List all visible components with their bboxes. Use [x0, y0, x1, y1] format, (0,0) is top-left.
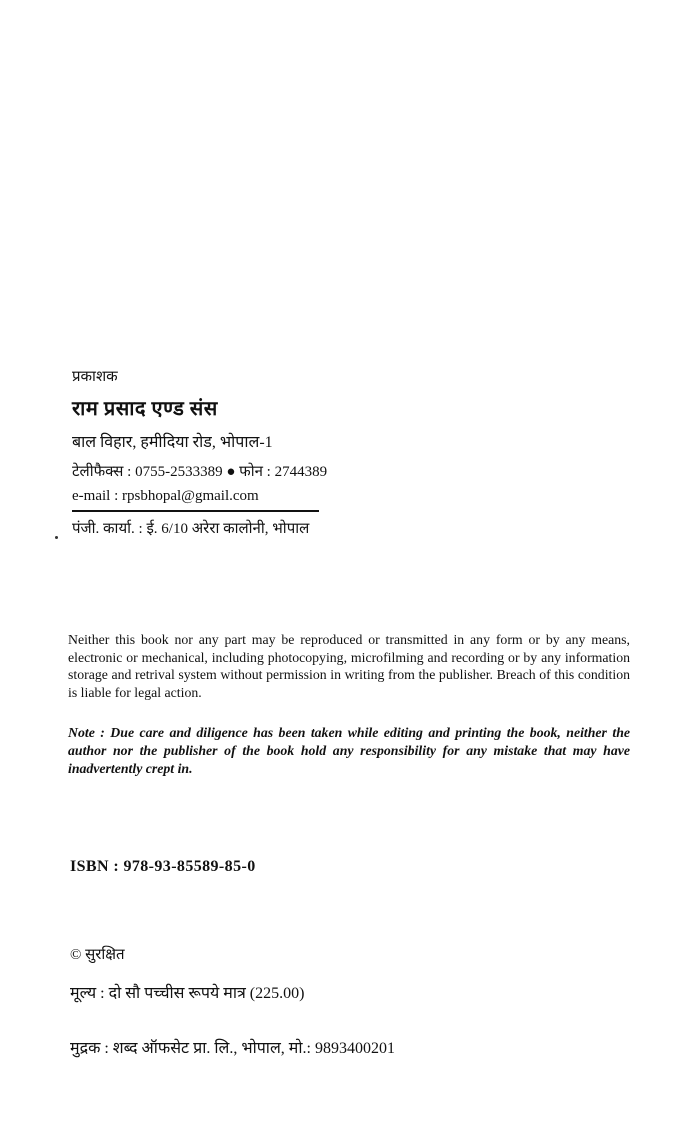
isbn-line: ISBN : 978-93-85589-85-0: [70, 858, 256, 875]
publisher-label: प्रकाशक: [72, 369, 118, 385]
publisher-address: बाल विहार, हमीदिया रोड, भोपाल-1: [72, 434, 273, 451]
publisher-telefax-phone: टेलीफैक्स : 0755-2533389 ● फोन : 2744389: [72, 464, 328, 480]
publisher-block: [72, 366, 492, 538]
disclaimer-note-paragraph: Note : Due care and diligence has been taken while editing and printing the book, neither the author nor the publisher of the book hold any responsibility for any mistake that may have inadvertently crept in.: [68, 725, 630, 777]
rights-reserved-line: © सुरक्षित: [70, 947, 125, 963]
copyright-notice-paragraph: Neither this book nor any part may be reproduced or transmitted in any form or by any means, electronic or mechanical, including photocopying, microfilming and recording or by any information storage and retrival system without permission in writing from the publisher. Breach of this condition is liable for legal action.: [68, 632, 630, 700]
printer-line: मुद्रक : शब्द ऑफसेट प्रा. लि., भोपाल, मो.: 9893400201: [70, 1040, 395, 1057]
publisher-email: e-mail : rpsbhopal@gmail.com: [72, 488, 319, 512]
scan-artifact-dot: [55, 536, 58, 539]
publisher-name: राम प्रसाद एण्ड संस: [72, 398, 218, 420]
publisher-registered-office: पंजी. कार्या. : ई. 6/10 अरेरा कालोनी, भोपाल: [72, 521, 310, 537]
price-line: मूल्य : दो सौ पच्चीस रूपये मात्र (225.00): [70, 985, 305, 1002]
